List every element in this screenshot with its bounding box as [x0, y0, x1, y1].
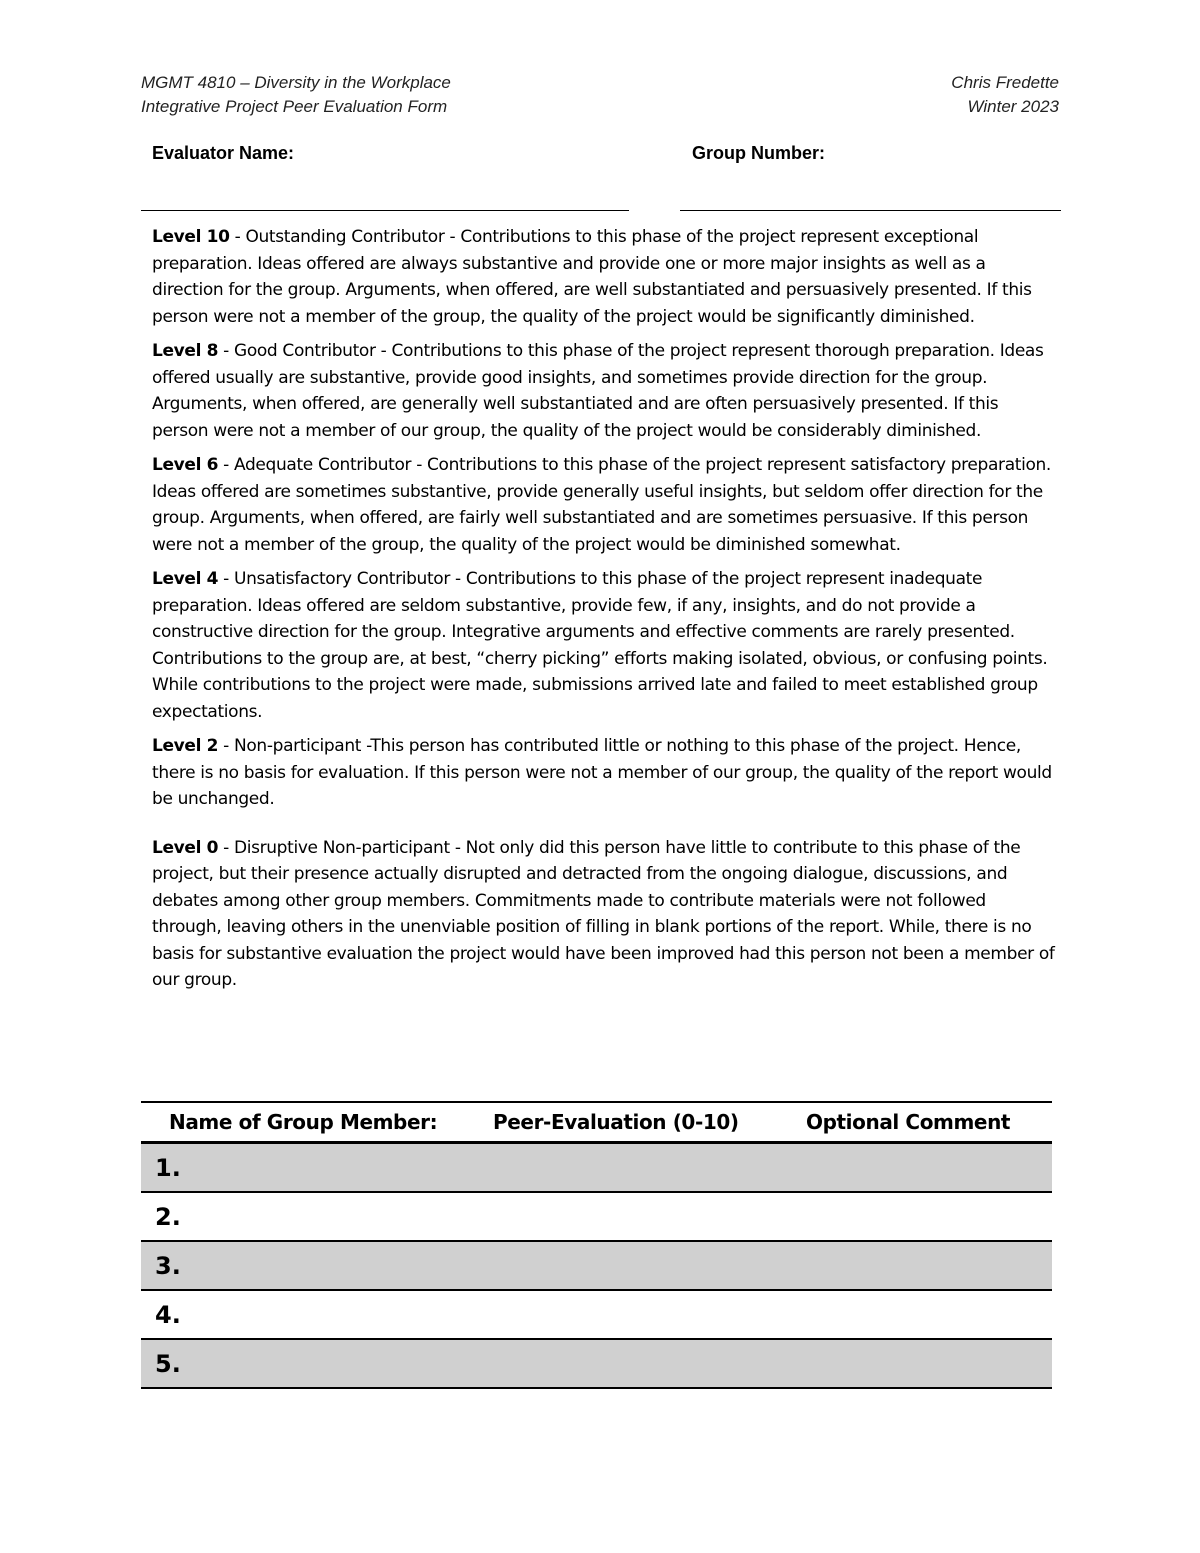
- level-text: - Good Contributor - Contributions to this phase of the project represent thorough preparation. Ideas offered usually are substantive, provide good insights, and sometimes provide direction for the group. Arguments, when offered, are generally well substantiated and are often persuasively presented. If this person were not a member of our group, the quality of the project would be considerably diminished.: [152, 341, 1044, 441]
- level-2-description: [152, 733, 1057, 813]
- column-header-name: Name of Group Member:: [141, 1102, 493, 1143]
- header-right: [951, 71, 1059, 119]
- level-6-description: [152, 452, 1057, 558]
- table-row[interactable]: [141, 1241, 1052, 1290]
- evaluation-cell[interactable]: [493, 1290, 806, 1339]
- table-header-row: [141, 1102, 1052, 1143]
- instructor-name: Chris Fredette: [951, 73, 1059, 92]
- level-text: - Disruptive Non-participant - Not only did this person have little to contribute to this phase of the project, but their presence actually disrupted and detracted from the ongoing dialogue, discussions, and debates among other group members. Commitments made to contribute materials were not followed through, leaving others in the unenviable position of filling in blank portions of the report. While, there is no basis for substantive evaluation the project would have been improved had this person not been a member of our group.: [152, 837, 1055, 990]
- level-label: Level 0: [152, 837, 219, 858]
- level-8-description: [152, 338, 1057, 444]
- member-number[interactable]: 2.: [141, 1192, 493, 1241]
- level-descriptions: [152, 224, 1057, 1002]
- member-number[interactable]: 1.: [141, 1143, 493, 1193]
- column-header-comment: Optional Comment: [806, 1102, 1052, 1143]
- level-text: - Non-participant -This person has contributed little or nothing to this phase of the project. Hence, there is no basis for evaluation. If this person were not a member of our group, the quality of the report would be unchanged.: [152, 736, 1052, 809]
- group-number-label: Group Number:: [692, 143, 825, 163]
- table-row[interactable]: [141, 1143, 1052, 1193]
- comment-cell[interactable]: [806, 1143, 1052, 1193]
- level-4-description: [152, 566, 1057, 725]
- evaluator-name-label: Evaluator Name:: [152, 143, 295, 163]
- member-number[interactable]: 4.: [141, 1290, 493, 1339]
- evaluation-cell[interactable]: [493, 1192, 806, 1241]
- level-text: - Adequate Contributor - Contributions to this phase of the project represent satisfactory preparation. Ideas offered are sometimes substantive, provide generally useful insights, but seldom offer direction for the group. Arguments, when offered, are fairly well substantiated and are sometimes persuasive. If this person were not a member of the group, the quality of the project would be diminished somewhat.: [152, 455, 1051, 555]
- group-number-field[interactable]: [680, 210, 1061, 211]
- level-label: Level 6: [152, 455, 219, 475]
- comment-cell[interactable]: [806, 1241, 1052, 1290]
- form-title: Integrative Project Peer Evaluation Form: [141, 97, 448, 116]
- comment-cell[interactable]: [806, 1290, 1052, 1339]
- evaluation-cell[interactable]: [493, 1143, 806, 1193]
- evaluation-cell[interactable]: [493, 1241, 806, 1290]
- level-label: Level 2: [152, 736, 219, 756]
- evaluator-name-field[interactable]: [141, 210, 629, 211]
- course-title: MGMT 4810 – Diversity in the Workplace: [141, 73, 451, 92]
- level-0-description: [152, 835, 1057, 994]
- level-10-description: [152, 224, 1057, 330]
- table-row[interactable]: [141, 1290, 1052, 1339]
- peer-evaluation-table: [141, 1101, 1052, 1389]
- level-label: Level 10: [152, 227, 230, 247]
- comment-cell[interactable]: [806, 1339, 1052, 1388]
- term: Winter 2023: [967, 97, 1059, 116]
- level-label: Level 4: [152, 569, 219, 589]
- header-left: [141, 71, 451, 119]
- evaluation-cell[interactable]: [493, 1339, 806, 1388]
- column-header-evaluation: Peer-Evaluation (0-10): [493, 1102, 806, 1143]
- level-text: - Unsatisfactory Contributor - Contributions to this phase of the project represent inadequate preparation. Ideas offered are seldom substantive, provide few, if any, insights, and do not provide a constructive direction for the group. Integrative arguments and effective comments are rarely presented. Contributions to the group are, at best, “cherry picking” efforts making isolated, obvious, or confusing points. While contributions to the project were made, submissions arrived late and failed to meet established group expectations.: [152, 569, 1048, 722]
- table-row[interactable]: [141, 1192, 1052, 1241]
- member-number[interactable]: 3.: [141, 1241, 493, 1290]
- level-text: - Outstanding Contributor - Contributions to this phase of the project represent exceptional preparation. Ideas offered are always substantive and provide one or more major insights as well as a direction for the group. Arguments, when offered, are well substantiated and persuasively presented. If this person were not a member of the group, the quality of the project would be significantly diminished.: [152, 227, 1032, 327]
- table-row[interactable]: [141, 1339, 1052, 1388]
- comment-cell[interactable]: [806, 1192, 1052, 1241]
- level-label: Level 8: [152, 341, 219, 361]
- member-number[interactable]: 5.: [141, 1339, 493, 1388]
